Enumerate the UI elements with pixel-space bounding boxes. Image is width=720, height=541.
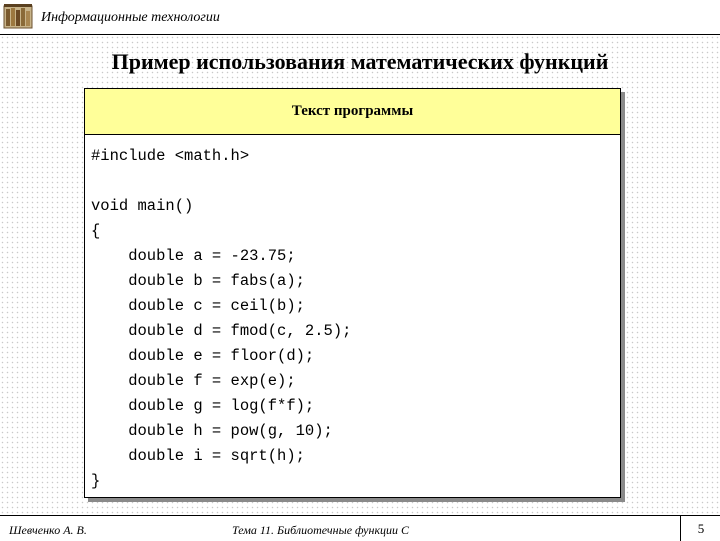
top-bar — [0, 0, 720, 35]
code-line: double g = log(f*f); — [91, 397, 315, 415]
code-line: void main() — [91, 197, 194, 215]
code-box — [84, 88, 621, 498]
code-line: double i = sqrt(h); — [91, 447, 305, 465]
code-line: } — [91, 472, 101, 490]
code-line: double e = floor(d); — [91, 347, 315, 365]
code-line: double f = exp(e); — [91, 372, 296, 390]
code-line: double b = fabs(a); — [91, 272, 305, 290]
code-line: { — [91, 222, 101, 240]
page-number: 5 — [680, 516, 720, 541]
course-title: Информационные технологии — [41, 10, 220, 25]
slide-title: Пример использования математических функций — [111, 49, 609, 74]
code-line: double h = pow(g, 10); — [91, 422, 333, 440]
books-icon — [3, 2, 33, 30]
code-box-header: Текст программы — [85, 89, 620, 135]
code-line: double c = ceil(b); — [91, 297, 305, 315]
code-listing — [91, 144, 351, 494]
code-line: #include <math.h> — [91, 147, 250, 165]
topic-title: Тема 11. Библиотечные функции С — [232, 523, 410, 537]
code-line: double d = fmod(c, 2.5); — [91, 322, 352, 340]
footer — [0, 515, 720, 541]
code-line — [91, 169, 351, 194]
author-name: Шевченко А. В. — [9, 523, 87, 537]
code-line: double a = -23.75; — [91, 247, 296, 265]
